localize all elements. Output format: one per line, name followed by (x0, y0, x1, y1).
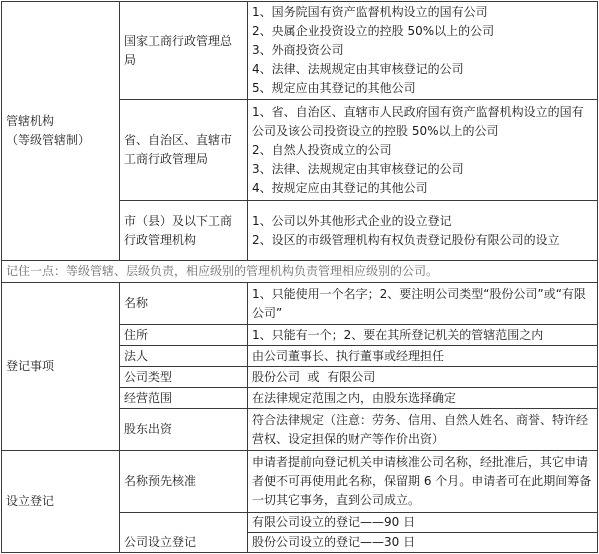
est-item-name-check: 名称预先核准 (120, 451, 248, 513)
list-item: 1、省、自治区、直辖市人民政府国有资产监督机构设立的国有公司及该公司投资设立的控股 50%以上的公司 (252, 104, 584, 138)
reg-desc-address: 1、只能有一个；2、要在其所登记机关的管辖范围之内 (248, 325, 598, 346)
list-item: 4、按规定应由其登记的其他公司 (252, 180, 428, 195)
list-item: 3、法律、法规规定由其审核登记的公司 (252, 161, 464, 176)
jurisdiction-subheading: （等级管辖制） (6, 133, 91, 147)
authority-national: 国家工商行政管理总局 (120, 2, 248, 100)
list-item: 4、法律、法规规定由其审核登记的公司 (252, 62, 464, 76)
est-item-company-reg: 公司设立登记 (120, 513, 248, 553)
list-item: 2、央属企业投资设立的控股 50%以上的公司 (252, 24, 495, 38)
est-desc-name-check: 申请者提前向登记机关申请核准公司名称，经批准后，其它申请者便不可再使用此名称，保留期 6 个月。申请者可在此期间筹备一切其它事务，直到公司成立。 (248, 451, 598, 513)
reg-item-capital: 股东出资 (120, 409, 248, 451)
reg-desc-business-scope: 在法律规定范围之内，由股东选择确定 (248, 388, 598, 409)
jurisdiction-heading: 管辖机构 (6, 114, 55, 128)
reg-desc-capital: 符合法律规定（注意：劳务、信用、自然人姓名、商誉、特许经营权、设定担保的财产等作价出资） (248, 409, 598, 451)
est-desc-llc: 有限公司设立的登记——90 日 (248, 513, 598, 533)
company-registration-table (1, 1, 598, 553)
reg-desc-company-type: 股份公司 或 有限公司 (248, 367, 598, 388)
reg-desc-legal-rep: 由公司董事长、执行董事或经理担任 (248, 346, 598, 367)
authority-provincial-items (248, 100, 598, 201)
list-item: 1、国务院国有资产监督机构设立的国有公司 (252, 5, 488, 19)
reg-item-name: 名称 (120, 283, 248, 325)
list-item: 2、设区的市级管理机构有权负责登记股份有限公司的设立 (252, 232, 560, 247)
authority-provincial: 省、自治区、直辖市工商行政管理局 (120, 100, 248, 201)
reg-item-legal-rep: 法人 (120, 346, 248, 367)
reg-item-address: 住所 (120, 325, 248, 346)
reg-desc-name: 1、只能使用一个名字；2、要注明公司类型“股份公司”或“有限公司” (248, 283, 598, 325)
authority-national-items (248, 2, 598, 100)
est-desc-joint-stock: 股份公司设立的登记——30 日 (248, 533, 598, 553)
reg-item-business-scope: 经营范围 (120, 388, 248, 409)
authority-municipal-items (248, 201, 598, 261)
authority-municipal: 市（县）及以下工商行政管理机构 (120, 201, 248, 261)
list-item: 1、公司以外其他形式企业的设立登记 (252, 213, 452, 228)
list-item: 5、规定应由其登记的其他公司 (252, 81, 416, 95)
registration-heading: 登记事项 (2, 283, 120, 451)
jurisdiction-note: 记住一点：等级管辖、层级负责，相应级别的管理机构负责管理相应级别的公司。 (2, 261, 598, 283)
list-item: 2、自然人投资成立的公司 (252, 142, 392, 157)
list-item: 3、外商投资公司 (252, 43, 344, 57)
reg-item-company-type: 公司类型 (120, 367, 248, 388)
jurisdiction-heading-cell (2, 2, 120, 261)
establishment-heading: 设立登记 (2, 451, 120, 553)
